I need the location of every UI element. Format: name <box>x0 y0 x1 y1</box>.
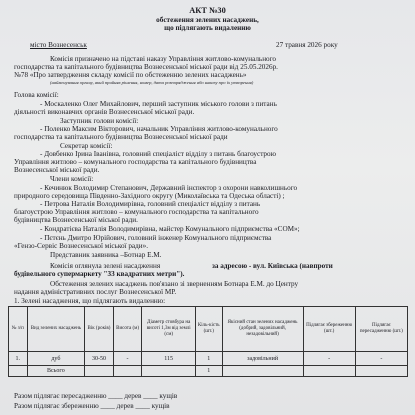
table-cell: 115 <box>142 352 196 366</box>
table-cell: 30-50 <box>85 352 114 366</box>
intro-line-1: Комісія призначено на підставі наказу Управління житлово-комунального <box>50 55 277 63</box>
commission-line: - Довбенко Ірина Іванівна, головний спеціаліст відділу з питань благоустрою <box>40 150 276 158</box>
table-cell: задовільний <box>222 352 303 366</box>
place: місто Вознесенськ <box>30 41 87 49</box>
commission-line: Заступник голови комісії: <box>60 117 139 125</box>
commission-line: - Кондратієва Наталія Володимирівна, майстер Комунального підприємства «СОМ»; <box>40 225 300 233</box>
commission-line: діяльності виконавчих органів Вознесенської міської ради. <box>14 108 195 116</box>
inspection-lead: Комісія оглянула зелені насадження <box>50 262 161 270</box>
footer-line: Разом підлягає збереженню ____ дерев ____ кущів <box>14 402 170 410</box>
total-label: Всього <box>27 366 85 377</box>
commission-line: Вознесенської міської ради. <box>14 166 100 174</box>
commission-line: - Кечинюк Володимир Степанович, Державний інспектор з охорони навколишнього <box>40 184 298 192</box>
table-cell: дуб <box>27 352 85 366</box>
table-row <box>9 352 408 366</box>
commission-line: - Петрова Наталія Володимирівна, головний спеціаліст відділу з питань <box>40 200 261 208</box>
applicant-representative: Представник заявника –Ботнар Е.М. <box>50 251 162 259</box>
col-header: Кіль-кість (шт.) <box>196 307 222 352</box>
table-cell: 1. <box>9 352 28 366</box>
commission-line: - Москаленко Олег Михайлович, перший заступник міського голови з питань <box>40 100 277 108</box>
act-title: АКТ №30 <box>189 6 226 15</box>
inspection-purpose-1: Обстеження зелених насаджень пов'язано зі зверненням Ботнара Е.М. до Центру <box>50 280 299 288</box>
intro-line-3: №78 «Про затвердження складу комісії по обстеженню зелених насаджень» <box>14 71 247 79</box>
commission-line: Секретар комісії: <box>60 142 113 150</box>
commission-line: будівництва Вознесенської міської ради. <box>14 216 138 224</box>
col-header: Якісний стан зелених насаджень (добрий, задовільний, незадовільний) <box>222 307 303 352</box>
col-header: Підлягає пересадженню (шт.) <box>355 307 407 352</box>
inspection-purpose-2: надання адміністративних послуг Вознесенської МР. <box>14 288 177 296</box>
footer-line: Разом підлягає пересадженню ____ дерев ____ кущів <box>14 392 178 400</box>
table-cell: - <box>303 352 355 366</box>
col-header: Вік (років) <box>85 307 114 352</box>
date: 27 травня 2026 року <box>276 41 338 49</box>
inspection-address-2: будівельного супермаркету "33 квадратних метри"). <box>14 270 185 278</box>
col-header: Діаметр стовбура на висоті 1,3м від землі (см) <box>142 307 196 352</box>
trees-table <box>8 306 408 377</box>
commission-line: природного середовища Південно-Західного округу (Миколаївська та Одеська області) ; <box>14 192 285 200</box>
table-cell: - <box>113 352 142 366</box>
table-cell: - <box>355 352 407 366</box>
col-header: Вид зелених насаджень <box>27 307 85 352</box>
total-value: 1 <box>196 366 222 377</box>
commission-line: Управління житлово – комунального господарства та капітального будівництва <box>14 158 257 166</box>
commission-line: «Гензо-Сервіс Вознесенської міської ради». <box>14 242 149 250</box>
col-header: Висота (м) <box>113 307 142 352</box>
commission-line: - Поленко Максим Вікторович, начальник Управління житлово-комунального <box>40 125 278 133</box>
table-header-row <box>9 307 408 352</box>
table-total-row <box>9 366 408 377</box>
act-subtitle-2: що підлягають видаленню <box>164 24 251 32</box>
commission-line: господарства та капітального будівництва Вознесенської міської ради <box>14 133 228 141</box>
commission-line: благоустрою Управління житлово – комунального господарства та капітального <box>14 208 259 216</box>
commission-line: - Пєтєнь Дмитро Юрійович, головний інженер Комунального підприємства <box>40 234 272 242</box>
intro-line-2: господарства та капітального будівництва Вознесенської міської ради від 25.05.2026р. <box>14 63 278 71</box>
inspection-address: за адресою - вул. Київська (навпроти <box>212 262 333 270</box>
act-subtitle-1: обстеження зелених насаджень, <box>156 16 259 24</box>
list-title: 1. Зелені насадження, що підлягають видаленню: <box>14 297 166 305</box>
commission-line: Голова комісії: <box>14 91 59 99</box>
fine-print: (найменування органу, який прийняв рішення, номер, дата розпорядження або наказу про їх утворення) <box>50 80 254 85</box>
commission-line: Члени комісії: <box>50 175 94 183</box>
table-cell: 1 <box>196 352 222 366</box>
col-header: № з/п <box>9 307 28 352</box>
col-header: Підлягає збереженню (шт.) <box>303 307 355 352</box>
